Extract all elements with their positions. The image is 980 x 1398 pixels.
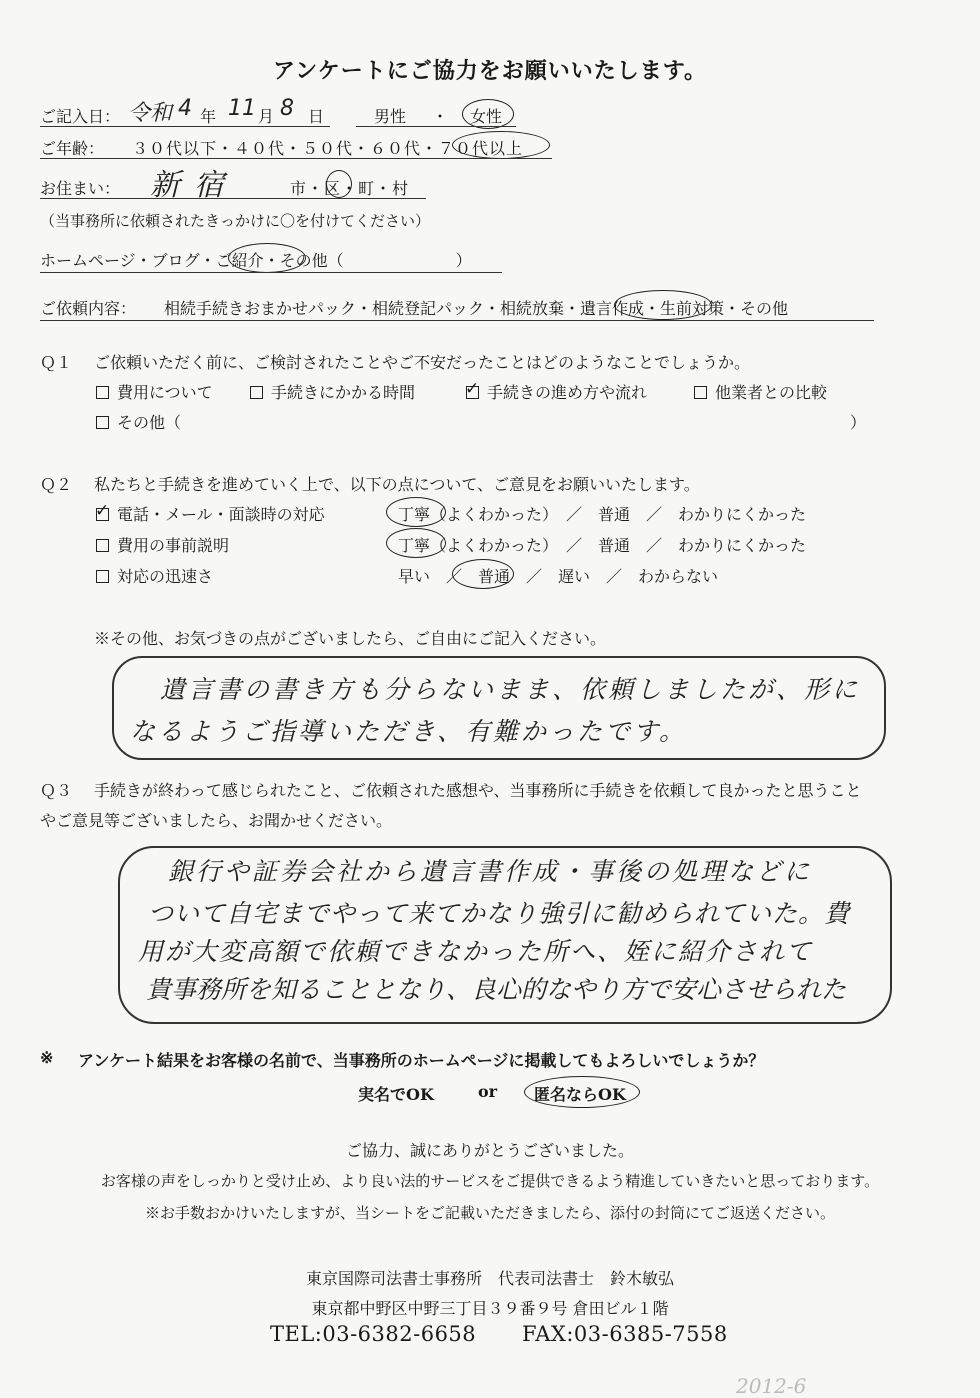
publish-mark: ※	[40, 1048, 54, 1067]
q2-row-fee[interactable]: 費用の事前説明	[96, 533, 229, 556]
q2-speed-selected-circle	[452, 559, 514, 589]
age-label: ご年齢：	[40, 139, 105, 158]
entry-date-era: 令和	[128, 101, 173, 126]
q1-number: Ｑ１	[40, 353, 73, 372]
q1-checkbox-cost[interactable]	[96, 386, 109, 399]
trigger-selected-circle	[228, 243, 306, 273]
request-options: 相続手続きおまかせパック・相続登記パック・相続放棄・遺言作成・生前対策・その他	[164, 299, 789, 318]
gender-separator: ・	[432, 107, 449, 126]
gender-underline	[356, 126, 516, 127]
q3-question-line-1: 手続きが終わって感じられたこと、ご依頼された感想や、当事務所に手続きを依頼して良かったと思うこと	[94, 781, 862, 800]
q3-comment-line-3: 用が大変高額で依頼できなかった所へ、姪に紹介されて	[138, 937, 814, 966]
office-name: 東京国際司法書士事務所 代表司法書士 鈴木敏弘	[305, 1269, 674, 1288]
residence-value: 新宿	[150, 168, 238, 203]
q3-comment-line-4: 貴事務所を知ることとなり、良心的なやり方で安心させられた	[146, 975, 847, 1004]
gender-female: 女性	[470, 107, 503, 126]
q2-scale-contact: 丁寧（よくわかった） ／ 普通 ／ わかりにくかった	[398, 505, 807, 524]
trigger-options: ホームページ・ブログ・ご紹介・その他（ ）	[40, 251, 472, 270]
q1-option-process[interactable]: ✓ 手続きの進め方や流れ	[466, 380, 647, 403]
entry-date-day: 8	[280, 96, 294, 121]
gender-male: 男性	[374, 107, 407, 126]
closing-return-note: ※お手数おかけいたしますが、当シートをご記載いただきましたら、添付の封筒にてご返送ください。	[144, 1204, 835, 1222]
q2-number: Ｑ２	[40, 475, 73, 494]
residence-underline	[40, 198, 426, 199]
entry-date-label: ご記入日：	[40, 107, 121, 126]
trigger-underline	[40, 272, 502, 273]
residence-units: 市・区・町・村	[290, 179, 410, 198]
entry-date-day-unit: 日	[308, 107, 325, 126]
entry-date-month: 11	[228, 96, 256, 121]
q2-checkbox-fee[interactable]	[96, 539, 109, 552]
q2-comment-line-2: なるようご指導いただき、有難かったです。	[130, 717, 688, 746]
q2-checkbox-contact[interactable]	[96, 508, 109, 521]
publish-selected-circle	[524, 1076, 640, 1108]
publish-option-anonymous[interactable]: 匿名ならOK	[534, 1085, 626, 1104]
corner-mark: 2012-6	[736, 1374, 807, 1398]
survey-title: アンケートにご協力をお願いいたします。	[273, 58, 707, 84]
q3-number: Ｑ３	[40, 781, 73, 800]
q2-comment-prompt: ※その他、お気づきの点がございましたら、ご自由にご記入ください。	[94, 629, 607, 648]
q2-scale-fee: 丁寧（よくわかった） ／ 普通 ／ わかりにくかった	[398, 536, 807, 555]
q1-other-close: ）	[850, 413, 867, 432]
office-tel: TEL:03-6382-6658	[270, 1322, 477, 1346]
publish-option-realname[interactable]: 実名でOK	[358, 1085, 434, 1104]
q3-comment-line-1: 銀行や証券会社から遺言書作成・事後の処理などに	[168, 857, 813, 886]
request-label: ご依頼内容：	[40, 299, 137, 318]
age-options: ３０代以下・４０代・５０代・６０代・７０代以上	[132, 139, 524, 158]
closing-thanks: ご協力、誠にありがとうございました。	[345, 1141, 634, 1160]
trigger-note: （当事務所に依頼されたきっかけに〇を付けてください）	[40, 212, 431, 230]
q2-scale-speed: 早い ／ 普通 ／ 遅い ／ わからない	[398, 567, 719, 586]
q1-checkbox-other[interactable]	[96, 416, 109, 429]
q2-comment-line-1: 遺言書の書き方も分らないまま、依頼しましたが、形に	[160, 675, 861, 704]
q1-checkbox-time[interactable]	[250, 386, 263, 399]
request-underline	[40, 320, 874, 321]
gender-selected-circle	[462, 99, 514, 129]
age-underline	[40, 158, 552, 159]
entry-date-underline	[40, 126, 330, 127]
q1-option-other[interactable]: その他（	[96, 410, 181, 433]
publish-question: アンケート結果をお客様の名前で、当事務所のホームページに掲載してもよろしいでしょうか？	[78, 1051, 765, 1070]
q1-checkbox-compare[interactable]	[694, 386, 707, 399]
q1-option-cost[interactable]: 費用について	[96, 380, 213, 403]
q3-question-line-2: やご意見等ございましたら、お聞かせください。	[40, 811, 393, 830]
q3-comment-line-2: ついて自宅までやって来てかなり強引に勧められていた。費	[148, 899, 851, 928]
closing-message: お客様の声をしっかりと受け止め、より良い法的サービスをご提供できるよう精進していきたいと思っております。	[100, 1172, 880, 1190]
q2-checkbox-speed[interactable]	[96, 570, 109, 583]
office-fax: FAX:03-6385-7558	[522, 1322, 728, 1346]
entry-date-year: 4	[178, 96, 192, 121]
request-selected-circle	[614, 290, 712, 320]
age-selected-circle	[452, 131, 550, 159]
q1-option-time[interactable]: 手続きにかかる時間	[250, 380, 415, 403]
q2-contact-selected-circle	[386, 497, 446, 527]
q2-row-contact[interactable]: ✓電話・メール・面談時の対応	[96, 502, 325, 525]
residence-label: お住まい：	[40, 179, 121, 198]
q2-question: 私たちと手続きを進めていく上で、以下の点について、ご意見をお願いいたします。	[94, 475, 700, 494]
residence-selected-circle	[326, 170, 352, 198]
q1-question: ご依頼いただく前に、ご検討されたことやご不安だったことはどのようなことでしょうか。	[94, 353, 751, 372]
q2-row-speed[interactable]: 対応の迅速さ	[96, 564, 213, 587]
office-address: 東京都中野区中野三丁目３９番９号 倉田ビル１階	[311, 1299, 669, 1318]
q1-checkbox-process[interactable]	[466, 386, 479, 399]
q2-fee-selected-circle	[386, 528, 446, 558]
entry-date-month-unit: 月	[258, 107, 275, 126]
q1-option-compare[interactable]: 他業者との比較	[694, 380, 827, 403]
publish-or: or	[478, 1082, 498, 1101]
entry-date-year-unit: 年	[200, 107, 217, 126]
